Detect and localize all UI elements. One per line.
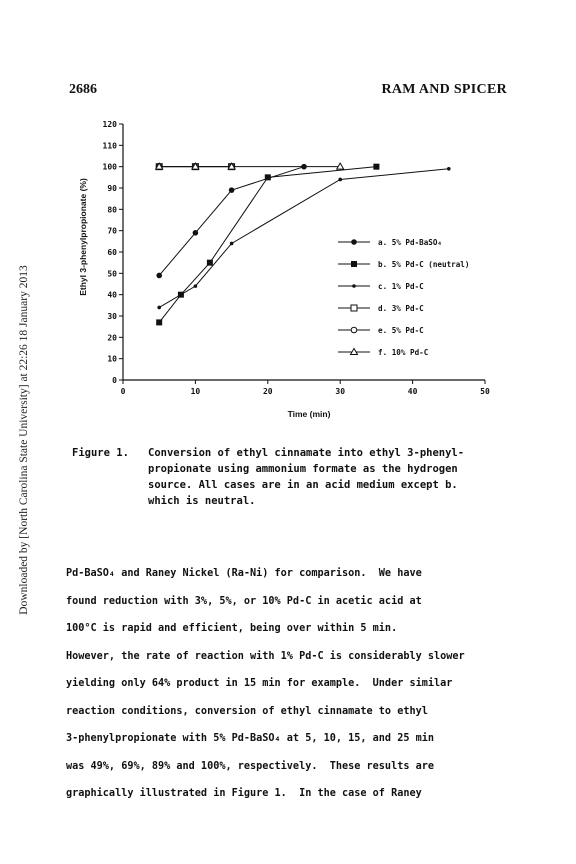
caption-line: which is neutral. — [148, 495, 256, 507]
data-point-s1 — [373, 164, 379, 170]
data-point-s0 — [301, 164, 307, 170]
y-tick-label: 120 — [102, 120, 117, 129]
y-tick-label: 70 — [107, 226, 117, 236]
x-tick-label: 50 — [480, 387, 490, 396]
y-tick-label: 10 — [107, 354, 117, 364]
download-watermark-column — [14, 60, 34, 820]
legend-marker-shape — [351, 305, 357, 311]
y-tick-label: 100 — [102, 162, 117, 172]
page-header — [69, 82, 507, 100]
data-point-s1-shape — [178, 292, 184, 298]
data-point-s1 — [178, 292, 184, 298]
y-tick-label: 20 — [107, 333, 117, 343]
y-tick-label: 80 — [107, 205, 117, 215]
legend-entry: b. 5% Pd-C (neutral) — [378, 260, 470, 269]
body-line: Pd-BaSO₄ and Raney Nickel (Ra-Ni) for comparison. We have — [66, 568, 422, 579]
body-paragraph — [66, 568, 536, 816]
data-point-s1 — [265, 174, 271, 180]
data-point-s0-shape — [301, 164, 307, 170]
caption-line: Conversion of ethyl cinnamate into ethyl 3-phenyl- — [148, 447, 465, 459]
legend-marker — [351, 327, 357, 333]
data-point-s1-shape — [265, 174, 271, 180]
y-tick-label: 0 — [112, 376, 117, 385]
data-point-s1-shape — [156, 319, 162, 325]
body-line: reaction conditions, conversion of ethyl cinnamate to ethyl — [66, 705, 428, 717]
data-point-s2 — [194, 284, 198, 288]
x-tick-label: 20 — [262, 387, 273, 396]
body-line: graphically illustrated in Figure 1. In the case of Raney — [66, 788, 422, 799]
series-line-1 — [159, 167, 376, 323]
legend-marker — [351, 239, 357, 245]
body-line: However, the rate of reaction with 1% Pd-C is considerably slower — [66, 650, 465, 662]
legend-entry: c. 1% Pd-C — [378, 282, 424, 291]
data-point-s2 — [338, 178, 342, 182]
caption-line: source. All cases are in an acid medium except b. — [148, 479, 458, 491]
legend-entry: f. 10% Pd-C — [378, 348, 429, 357]
body-line: was 49%, 69%, 89% and 100%, respectively. These results are — [66, 760, 435, 772]
caption-line: propionate using ammonium formate as the hydrogen — [148, 463, 458, 475]
data-point-s0 — [229, 187, 235, 193]
legend-entry: d. 3% Pd-C — [378, 304, 424, 313]
data-point-s0 — [156, 273, 162, 279]
y-tick-label: 40 — [107, 290, 117, 300]
body-line: 100°C is rapid and efficient, being over within 5 min. — [66, 623, 398, 634]
figure-label: Figure 1. — [72, 447, 129, 459]
data-point-s2-shape — [447, 167, 451, 171]
running-head-authors: RAM AND SPICER — [381, 82, 507, 97]
body-line: yielding only 64% product in 15 min for example. Under similar — [66, 678, 453, 689]
download-note: Downloaded by [North Carolina State University] at 22:26 18 January 2013 — [18, 265, 30, 615]
data-point-s1-shape — [373, 164, 379, 170]
legend-entry: a. 5% Pd-BaSO₄ — [378, 238, 443, 247]
x-tick-label: 10 — [190, 387, 201, 396]
data-point-s2 — [157, 306, 161, 310]
data-point-s1 — [156, 319, 162, 325]
y-tick-label: 90 — [107, 184, 117, 193]
legend-marker — [352, 284, 356, 288]
legend-marker — [351, 305, 357, 311]
data-point-s2-shape — [157, 306, 161, 310]
legend-marker — [351, 261, 357, 267]
series-line-0 — [159, 167, 304, 276]
body-line: 3-phenylpropionate with 5% Pd-BaSO₄ at 5, 10, 15, and 25 min — [66, 733, 435, 744]
data-point-s0 — [193, 230, 199, 236]
x-tick-label: 40 — [407, 387, 418, 396]
y-tick-label: 110 — [102, 141, 117, 151]
y-tick-label: 30 — [107, 312, 117, 321]
figure-1-chart — [70, 112, 510, 432]
legend-marker-shape — [351, 261, 357, 267]
data-point-s1 — [207, 260, 213, 266]
data-point-s0-shape — [156, 273, 162, 279]
caption-text — [148, 445, 538, 509]
data-point-s2-shape — [338, 178, 342, 182]
x-axis-label: Time (min) — [287, 409, 331, 419]
data-point-s0-shape — [229, 187, 235, 193]
data-point-s0-shape — [193, 230, 199, 236]
x-tick-label: 30 — [335, 387, 346, 396]
legend-entry: e. 5% Pd-C — [378, 326, 424, 335]
y-tick-label: 60 — [107, 248, 117, 257]
body-line: found reduction with 3%, 5%, or 10% Pd-C in acetic acid at — [66, 595, 422, 607]
data-point-s2-shape — [194, 284, 198, 288]
data-point-s2 — [230, 242, 234, 246]
x-tick-label: 0 — [120, 387, 126, 396]
data-point-s2-shape — [230, 242, 234, 246]
legend-marker-shape — [351, 327, 357, 333]
legend-marker-shape — [352, 284, 356, 288]
page-number: 2686 — [69, 82, 97, 97]
data-point-s2 — [447, 167, 451, 171]
data-point-s1-shape — [207, 260, 213, 266]
legend-marker-shape — [351, 239, 357, 245]
y-tick-label: 50 — [107, 269, 117, 279]
y-axis-label: Ethyl 3-phenylpropionate (%) — [78, 178, 88, 296]
